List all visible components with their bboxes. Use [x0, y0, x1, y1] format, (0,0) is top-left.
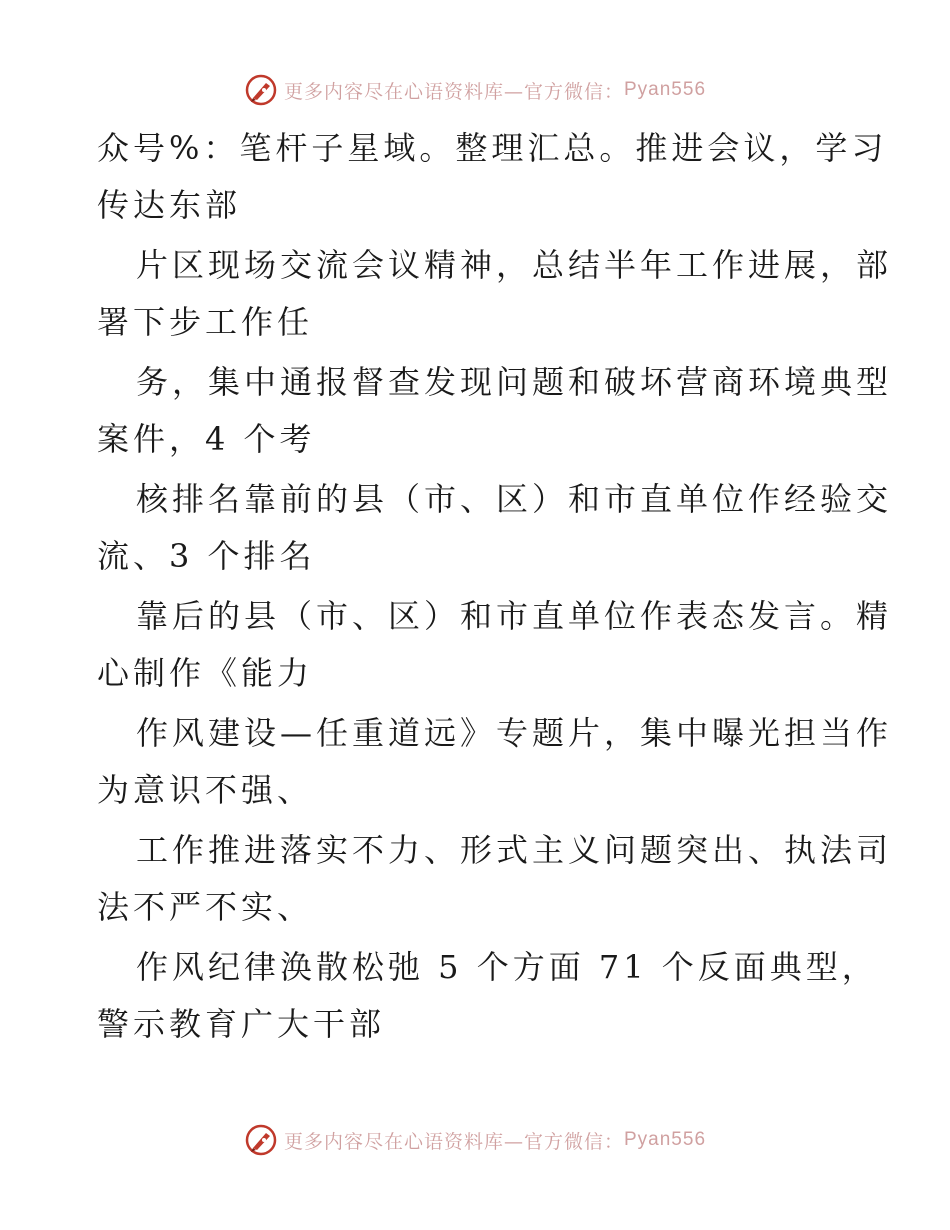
text-line: 众号%：笔杆子星域。整理汇总。推进会议，学习 [97, 129, 888, 167]
text-line: 靠后的县（市、区）和市直单位作表态发言。精 [136, 597, 893, 635]
text-line: 作风纪律涣散松弛 5 个方面 71 个反面典型， [136, 948, 878, 986]
text-line: 法不严不实、 [97, 888, 314, 926]
watermark-brand [244, 1123, 706, 1157]
page-footer-watermark [0, 1120, 950, 1160]
text-line: 片区现场交流会议精神，总结半年工作进展，部 [136, 246, 893, 284]
text-line: 作风建设—任重道远》专题片，集中曝光担当作 [136, 714, 893, 752]
text-line: 为意识不强、 [97, 771, 314, 809]
text-line: 警示教育广大干部 [97, 1005, 386, 1043]
text-line: 传达东部 [97, 186, 242, 224]
text-line: 署下步工作任 [97, 303, 314, 341]
watermark-site-text: 更多内容尽在心语资料库—官方微信： [283, 80, 624, 103]
pen-logo-icon [244, 1123, 278, 1157]
page-header-watermark [0, 70, 950, 110]
text-line: 核排名靠前的县（市、区）和市直单位作经验交 [136, 480, 893, 518]
text-line: 流、3 个排名 [97, 537, 316, 575]
watermark-id-text: Pyan556 [624, 79, 707, 100]
text-line: 心制作《能力 [97, 654, 314, 692]
watermark-brand [244, 73, 706, 107]
text-line: 务，集中通报督查发现问题和破坏营商环境典型 [136, 363, 893, 401]
text-line: 工作推进落实不力、形式主义问题突出、执法司 [136, 831, 893, 869]
watermark-site-text: 更多内容尽在心语资料库—官方微信： [283, 1130, 624, 1153]
watermark-id-text: Pyan556 [624, 1129, 707, 1150]
pen-logo-icon [244, 73, 278, 107]
text-line: 案件，4 个考 [97, 420, 316, 458]
